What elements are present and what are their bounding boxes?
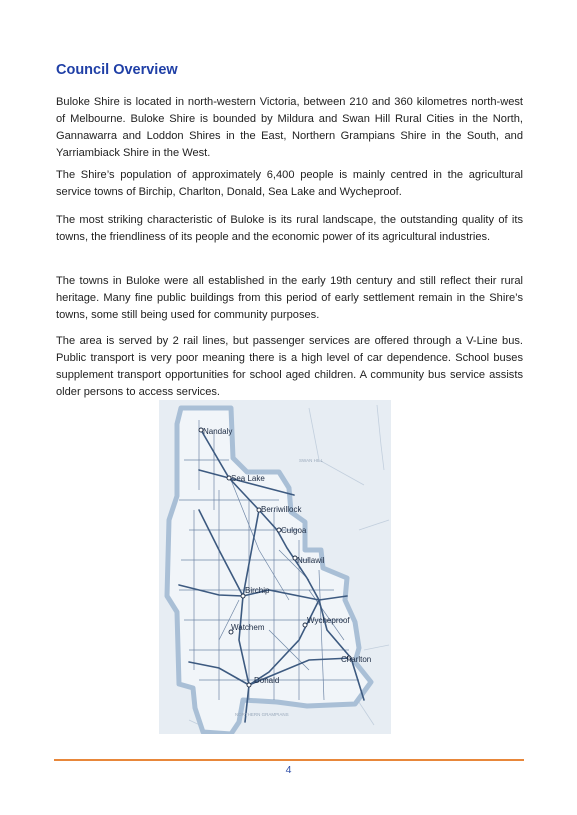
paragraph-heritage: The towns in Buloke were all established in the early 19th century and still reflect their rural heritage. Many fine public buildings from this period of early settlement remain in the Shire’s towns, some still being used for community purposes. — [56, 275, 523, 321]
page-heading: Council Overview — [56, 62, 178, 78]
paragraph-location: Buloke Shire is located in north-western Victoria, between 210 and 360 kilometres north-west of Melbourne. Buloke Shire is bounded by Mildura and Swan Hill Rural Cities in the North, Gannawarra and Loddon Shires in the East, Northern Grampians Shire in the South, and Yarriambiack Shire in the West. — [56, 96, 523, 159]
region-label-northern-grampians: NORTHERN GRAMPIANS — [235, 712, 289, 717]
town-label-culgoa: Culgoa — [281, 526, 307, 535]
town-label-donald: Donald — [254, 676, 280, 685]
town-label-wycheproof: Wycheproof — [307, 616, 350, 625]
town-label-charlton: Charlton — [341, 655, 372, 664]
shire-map-svg — [159, 400, 391, 734]
shire-map — [159, 400, 391, 734]
town-label-nullawil: Nullawil — [297, 556, 325, 565]
town-label-watchem: Watchem — [231, 623, 265, 632]
shire-boundary — [167, 408, 371, 734]
paragraph-landscape: The most striking characteristic of Buloke is its rural landscape, the outstanding quality of its towns, the friendliness of its people and the economic power of its agricultural industries. — [56, 214, 523, 243]
town-label-sea-lake: Sea Lake — [231, 474, 265, 483]
town-marker-donald — [247, 683, 251, 687]
town-label-birchip: Birchip — [245, 586, 270, 595]
town-label-berriwillock: Berriwillock — [261, 505, 302, 514]
paragraph-transport: The area is served by 2 rail lines, but passenger services are offered through a V-Line bus. Public transport is very poor meaning there is a high level of car dependence. School buses supplement transport opportunities for school aged children. A community bus service assists older persons to access services. — [56, 335, 523, 398]
page-number: 4 — [285, 764, 292, 776]
town-label-nandaly: Nandaly — [203, 427, 233, 436]
region-label-swan-hill: SWAN HILL — [299, 458, 324, 463]
footer-divider — [54, 759, 524, 761]
paragraph-population: The Shire’s population of approximately 6,400 people is mainly centred in the agricultural service towns of Birchip, Charlton, Donald, Sea Lake and Wycheproof. — [56, 169, 523, 198]
